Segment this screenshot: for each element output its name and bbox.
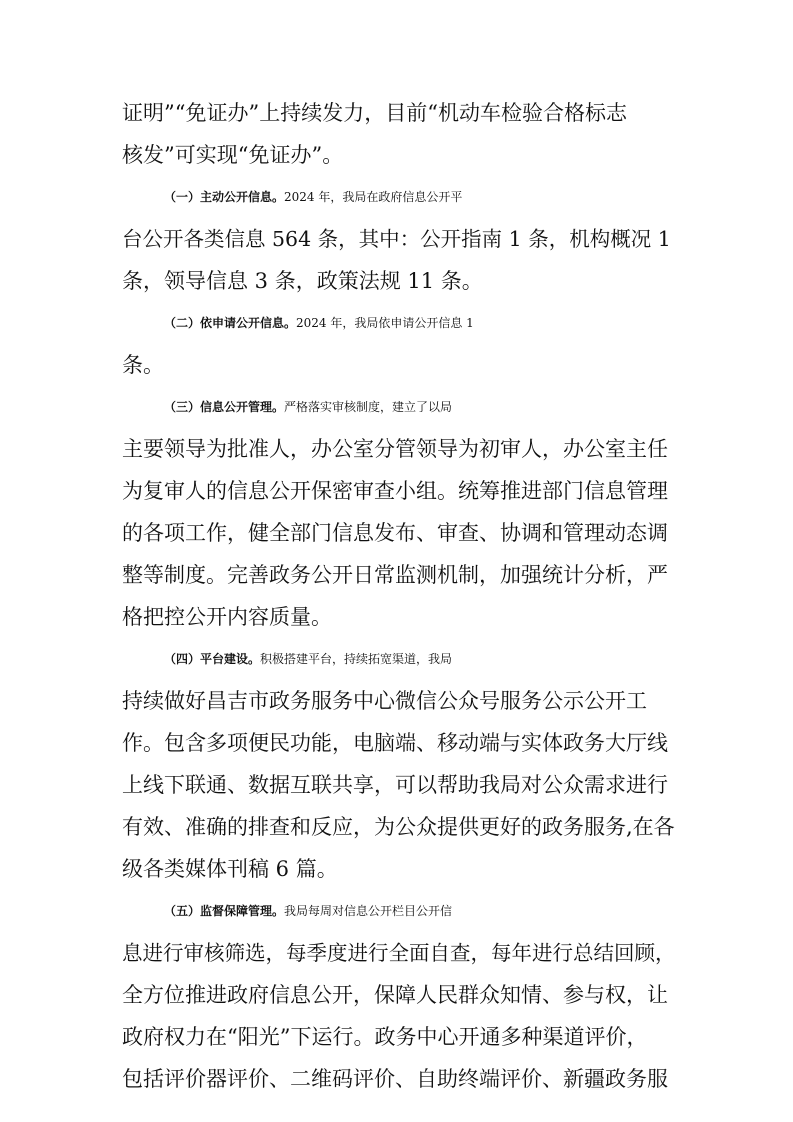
text-line-19 [122, 854, 682, 884]
section-label: （一）主动公开信息。 [164, 190, 285, 204]
text-run: 作。包含多项便民功能，电脑端、移动端与实体政务大厅线 [122, 731, 668, 755]
text-run: 积极搭建平台，持续拓宽渠道，我局 [260, 652, 453, 666]
text-line-12 [122, 560, 682, 590]
text-line-21 [122, 938, 682, 968]
text-line-2 [122, 140, 682, 170]
text-line-24 [122, 1064, 682, 1094]
section-label: （三）信息公开管理。 [164, 400, 285, 414]
text-line-9 [122, 434, 682, 464]
text-run: 台公开各类信息 564 条，其中：公开指南 1 条，机构概况 1 [122, 227, 671, 251]
section-heading-3 [164, 392, 724, 422]
text-line-22 [122, 980, 682, 1010]
text-line-10 [122, 476, 682, 506]
text-run: 的各项工作，健全部门信息发布、审查、协调和管理动态调 [122, 521, 668, 545]
text-run: 我局每周对信息公开栏目公开信 [284, 904, 453, 918]
text-line-16 [122, 728, 682, 758]
text-line-4 [122, 224, 682, 254]
text-line-15 [122, 686, 682, 716]
text-line-7 [122, 350, 682, 380]
text-run: 政府权力在“阳光”下运行。政务中心开通多种渠道评价， [122, 1025, 648, 1049]
text-run: 严格落实审核制度，建立了以局 [284, 400, 453, 414]
section-label: （二）依申请公开信息。 [164, 316, 297, 330]
text-line-17 [122, 770, 682, 800]
section-label: （四）平台建设。 [164, 652, 261, 666]
text-line-13 [122, 602, 682, 632]
text-run: 条，领导信息 3 条，政策法规 11 条。 [122, 269, 483, 293]
text-run: 格把控公开内容质量。 [122, 605, 332, 629]
section-heading-2 [164, 308, 724, 338]
text-line-5 [122, 266, 682, 296]
text-run: 全方位推进政府信息公开，保障人民群众知情、参与权，让 [122, 983, 668, 1007]
text-line-1 [122, 98, 682, 128]
section-heading-5 [164, 896, 724, 926]
text-run: 整等制度。完善政务公开日常监测机制，加强统计分析，严 [122, 563, 668, 587]
section-heading-1 [164, 182, 724, 212]
text-line-23 [122, 1022, 682, 1052]
section-label: （五）监督保障管理。 [164, 904, 285, 918]
text-run: 上线下联通、数据互联共享，可以帮助我局对公众需求进行 [122, 773, 668, 797]
text-run: 核发”可实现“免证办”。 [122, 143, 344, 167]
text-run: 级各类媒体刊稿 6 篇。 [122, 857, 338, 881]
text-run: 包括评价器评价、二维码评价、自助终端评价、新疆政务服 [122, 1067, 668, 1091]
text-run: 2024 年，我局依申请公开信息 1 [296, 316, 474, 330]
text-run: 条。 [122, 353, 164, 377]
text-run: 2024 年，我局在政府信息公开平 [284, 190, 463, 204]
text-line-18 [122, 812, 682, 842]
text-run: 为复审人的信息公开保密审查小组。统筹推进部门信息管理 [122, 479, 668, 503]
text-run: 息进行审核筛选，每季度进行全面自查，每年进行总结回顾， [122, 941, 676, 965]
text-line-11 [122, 518, 682, 548]
section-heading-4 [164, 644, 724, 674]
text-run: 主要领导为批准人，办公室分管领导为初审人，办公室主任 [122, 437, 668, 461]
text-run: 有效、准确的排查和反应，为公众提供更好的政务服务,在各 [122, 815, 675, 839]
text-run: 持续做好昌吉市政务服务中心微信公众号服务公示公开工 [122, 689, 647, 713]
text-run: 证明”“免证办”上持续发力，目前“机动车检验合格标志 [122, 101, 627, 125]
